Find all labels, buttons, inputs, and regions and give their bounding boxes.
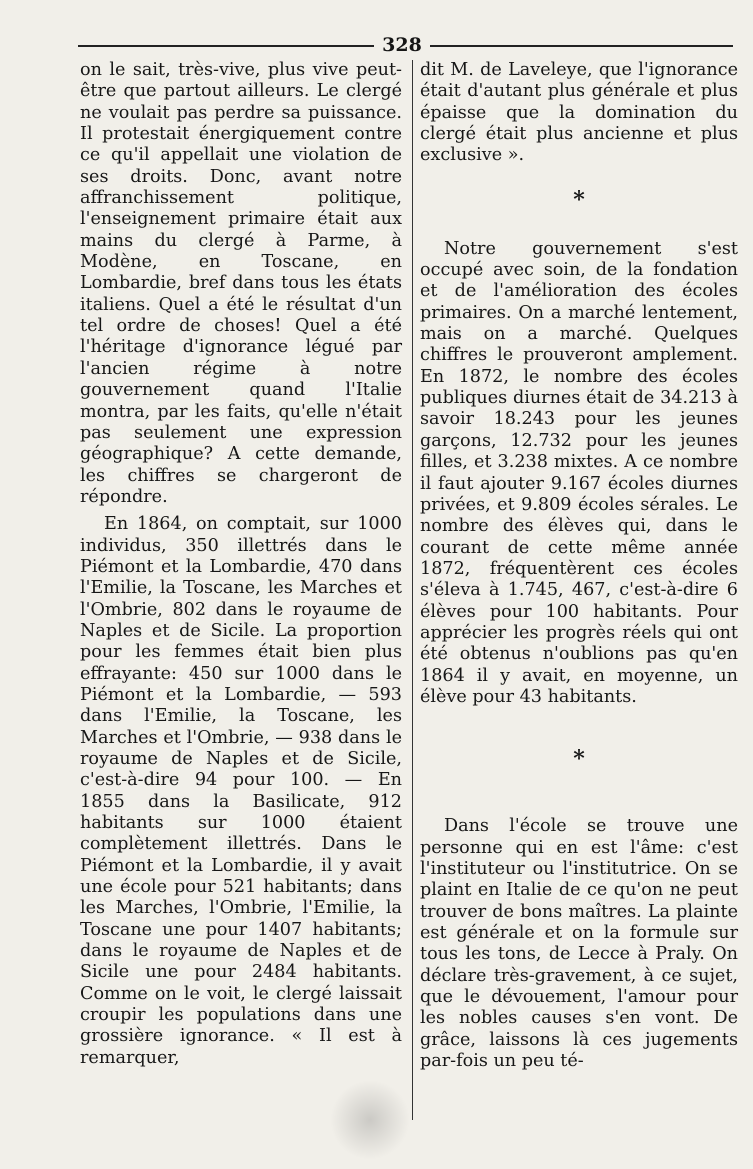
right-paragraph-1: dit M. de Laveleye, que l'ignorance était d'autant plus générale et plus épaisse que la domination du clergé était plus ancienne et plus exclusive ». (420, 60, 738, 166)
header-rule-right (430, 45, 733, 47)
page-header (78, 34, 733, 56)
left-column (80, 60, 402, 1069)
page-number: 328 (382, 34, 422, 56)
right-column (420, 60, 738, 1072)
section-separator-1: * (573, 186, 585, 213)
left-paragraph-1: on le sait, très-vive, plus vive peut-être que partout ailleurs. Le clergé ne voulait pas perdre sa puissance. Il protestait énergiquement contre ce qu'il appellait une violation de ses droits. Donc, avant notre affranchissement politique, l'enseignement primaire était aux mains du clergé à Parme, à Modène, en Toscane, en Lombardie, bref dans tous les états italiens. Quel a été le résultat d'un tel ordre de choses! Quel a été l'héritage d'ignorance légué par l'ancien régime à notre gouvernement quand l'Italie montra, par les faits, qu'elle n'était pas seulement une expression géographique? A cette demande, les chiffres se chargeront de répondre. (80, 60, 402, 507)
section-separator-2: * (573, 746, 585, 773)
column-divider (412, 60, 413, 1120)
right-paragraph-2: Notre gouvernement s'est occupé avec soin, de la fondation et de l'amélioration des écoles primaires. On a marché lentement, mais on a marché. Quelques chiffres le prouveront amplement. En 1872, le nombre des écoles publiques diurnes était de 34.213 à savoir 18.243 pour les jeunes garçons, 12.732 pour les jeunes filles, et 3.238 mixtes. A ce nombre il faut ajouter 9.167 écoles diurnes privées, et 9.809 écoles sérales. Le nombre des élèves qui, dans le courant de cette même année 1872, fréquentèrent ces écoles s'éleva à 1.745, 467, c'est-à-dire 6 élèves pour 100 habitants. Pour apprécier les progrès réels qui ont été obtenus n'oublions pas qu'en 1864 il y avait, en moyenne, un élève pour 43 habitants. (420, 238, 738, 707)
left-paragraph-2: En 1864, on comptait, sur 1000 individus, 350 illettrés dans le Piémont et la Lombardie, 470 dans l'Emilie, la Toscane, les Marches et l'Ombrie, 802 dans le royaume de Naples et de Sicile. La proportion pour les femmes était bien plus effrayante: 450 sur 1000 dans le Piémont et la Lombardie, — 593 dans l'Emilie, la Toscane, les Marches et l'Ombrie, — 938 dans le royaume de Naples et de Sicile, c'est-à-dire 94 pour 100. — En 1855 dans la Basilicate, 912 habitants sur 1000 étaient complètement illettrés. Dans le Piémont et la Lombardie, il y avait une école pour 521 habitants; dans les Marches, l'Ombrie, l'Emilie, la Toscane une pour 1407 habitants; dans le royaume de Naples et de Sicile une pour 2484 habitants. Comme on le voit, le clergé laissait croupir les populations dans une grossière ignorance. « Il est à remarquer, (80, 514, 402, 1068)
scan-smudge (330, 1080, 410, 1160)
header-rule-left (78, 45, 374, 47)
right-paragraph-3: Dans l'école se trouve une personne qui en est l'âme: c'est l'instituteur ou l'institutrice. On se plaint en Italie de ce qu'on ne peut trouver de bons maîtres. La plainte est générale et on la formule sur tous les tons, de Lecce à Praly. On déclare très-gravement, à ce sujet, que le dévouement, l'amour pour les nobles causes s'en vont. De grâce, laissons là ces jugements par-fois un peu té- (420, 816, 738, 1072)
